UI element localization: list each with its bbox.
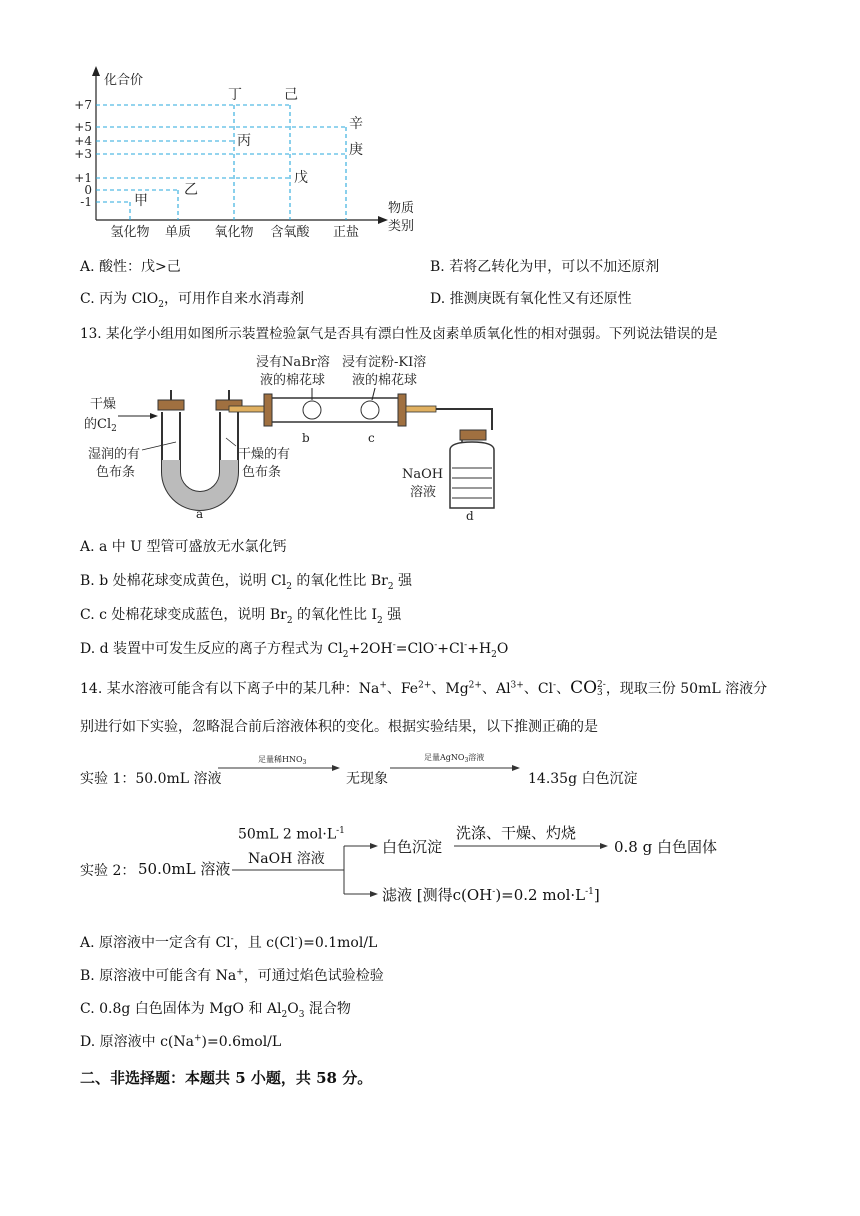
label-wet-1: 湿润的有 [88, 447, 141, 462]
q13-option-b: B. b 处棉花球变成黄色，说明 $Cl_2$ 的氧化性比 $Br_2$ 强 [80, 573, 413, 592]
y-tick-label: +3 [74, 147, 92, 161]
q12-option-c-sub: 2 [158, 299, 164, 310]
q14-option-b: B. 原溶液中可能含有 Na+，可通过焰色试验检验 [80, 967, 384, 984]
label-dry-cloth-1: 干燥的有 [238, 447, 291, 462]
exp2-sample: 50.0mL 溶液 [138, 860, 231, 878]
exp1-result: 14.35g 白色沉淀 [528, 771, 638, 787]
exp2-filtrate: 滤液 [测得c(OH-)=0.2 $mol\cdot L^{-1}$] [382, 886, 600, 904]
point-ji: 己 [284, 87, 298, 103]
exp2-ops: 洗涤、干燥、灼烧 [456, 824, 577, 842]
point-ding: 丁 [228, 87, 242, 103]
y-tick-label: +7 [74, 98, 92, 112]
x-axis-label-1: 物质 [388, 201, 415, 216]
x-category-label: 正盐 [332, 225, 360, 240]
label-naoh-1: NaOH [402, 467, 444, 482]
y-tick-label: +1 [74, 171, 92, 185]
label-c: c [368, 431, 375, 445]
valence-chart [70, 62, 430, 242]
label-nabr-1: 浸有NaBr溶 [256, 355, 330, 370]
label-dry-cloth-2: 色布条 [242, 465, 282, 480]
exp2-ppt: 白色沉淀 [382, 838, 443, 856]
y-tick-label: +4 [74, 134, 92, 148]
q13-option-c: C. c 处棉花球变成蓝色，说明 $Br_2$ 的氧化性比 $I_2$ 强 [80, 607, 402, 626]
q14-option-a: A. 原溶液中一定含有 Cl-，且 c(Cl-)=0.1mol/L [80, 934, 378, 951]
label-dry: 干燥 [90, 397, 117, 412]
label-ki-2: 液的棉花球 [352, 373, 418, 388]
exp2-reagent-2: NaOH 溶液 [248, 851, 325, 867]
label-cl2: 的$Cl_2$ [84, 417, 117, 434]
point-jia: 甲 [134, 193, 148, 209]
exp2-reagent-1: 50mL 2 $mol\cdot L^{-1}$ [238, 826, 345, 843]
q14-option-d: D. 原溶液中 c(Na+)=0.6mol/L [80, 1033, 282, 1050]
x-category-label: 氢化物 [110, 225, 150, 240]
point-yi: 乙 [184, 182, 198, 198]
x-category-label: 含氧酸 [270, 225, 310, 240]
q13-stem: 13. 某化学小组用如图所示装置检验氯气是否具有漂白性及卤素单质氧化性的相对强弱。下列说法错误的是 [80, 326, 718, 342]
q14-stem-2: 别进行如下实验，忽略混合前后溶液体积的变化。根据实验结果，以下推测正确的是 [80, 719, 598, 735]
y-tick-label: 0 [84, 183, 92, 197]
x-category-label: 单质 [164, 225, 192, 240]
y-tick-label: -1 [80, 195, 92, 209]
y-tick-label: +5 [74, 120, 92, 134]
q14-option-c: C. 0.8g 白色固体为 MgO 和 $Al_2O_3$ 混合物 [80, 1001, 351, 1020]
q12-option-c-post: ，可用作自来水消毒剂 [163, 291, 304, 307]
point-bing: 丙 [237, 133, 251, 149]
label-naoh-2: 溶液 [410, 485, 437, 500]
label-nabr-2: 液的棉花球 [260, 373, 326, 388]
x-category-label: 氧化物 [214, 225, 254, 240]
exp2-label: 实验 2： [80, 863, 136, 879]
q13-option-a: A. a 中 U 型管可盛放无水氯化钙 [80, 539, 287, 555]
point-xin: 辛 [349, 116, 363, 132]
svg-text:足量稀HNO3: 足量稀$HNO_3$ [258, 755, 307, 766]
apparatus-diagram [80, 350, 510, 522]
x-axis-label-2: 类别 [388, 219, 415, 234]
label-ki-1: 浸有淀粉-KI溶 [342, 355, 427, 370]
q12-option-a: A. 酸性：戊>己 [80, 259, 181, 275]
q12-option-c-pre: C. 丙为 ClO [80, 291, 159, 307]
exp1-mid: 无现象 [346, 771, 388, 787]
label-d: d [466, 509, 474, 522]
label-b: b [302, 431, 310, 445]
svg-text:足量AgNO3溶液: 足量AgNO$_3$溶液 [424, 753, 485, 764]
point-wu: 戊 [294, 170, 308, 186]
q12-option-c [80, 288, 304, 310]
label-a: a [196, 507, 204, 521]
y-axis-label: 化合价 [104, 73, 144, 88]
label-wet-2: 色布条 [96, 465, 136, 480]
q12-option-b: B. 若将乙转化为甲，可以不加还原剂 [430, 259, 660, 275]
q12-option-d: D. 推测庚既有氧化性又有还原性 [430, 291, 632, 307]
point-geng: 庚 [349, 142, 363, 158]
exp1-label: 实验 1：50.0mL 溶液 [80, 771, 222, 787]
section-2-heading: 二、非选择题：本题共 5 小题，共 58 分。 [80, 1069, 373, 1087]
exp2-solid: 0.8 g 白色固体 [614, 838, 717, 856]
q13-option-d: D. d 装置中可发生反应的离子方程式为 $Cl_2+2OH^-=ClO^-+Cl^-+H_2O$ [80, 640, 509, 660]
q14-stem-1: 14. 某水溶液可能含有以下离子中的某几种：Na+、$Fe^{2+}$、$Mg^{2+}$、$Al^{3+}$、Cl-、CO 2- 3 ，现取三份 50mL 溶液分 [80, 678, 768, 698]
